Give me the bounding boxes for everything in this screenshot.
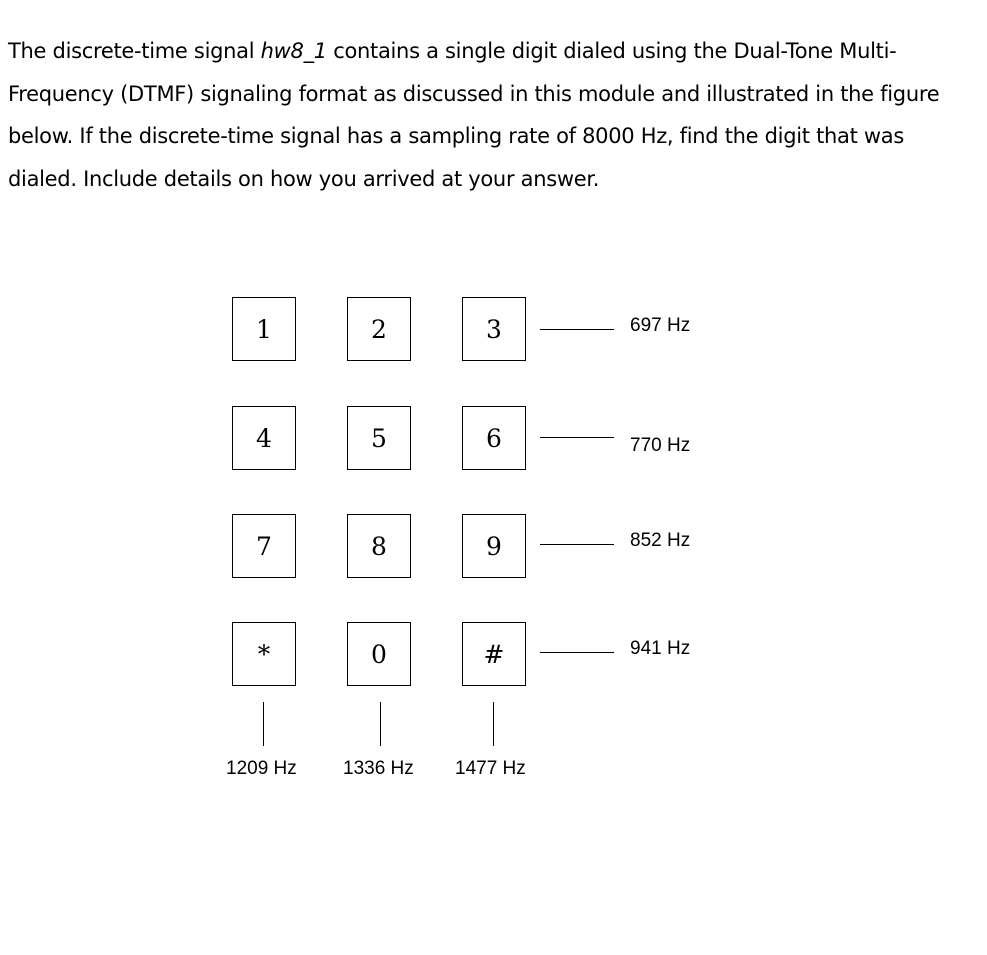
signal-name: hw8_1 — [260, 39, 327, 63]
key-1: 1 — [232, 297, 296, 361]
col-line-1477 — [493, 702, 494, 746]
key-0: 0 — [347, 622, 411, 686]
col-freq-1336: 1336 Hz — [343, 758, 414, 779]
key-9: 9 — [462, 514, 526, 578]
row-freq-697: 697 Hz — [630, 315, 691, 336]
key-hash: # — [462, 622, 526, 686]
key-8: 8 — [347, 514, 411, 578]
key-6: 6 — [462, 406, 526, 470]
key-3: 3 — [462, 297, 526, 361]
key-2: 2 — [347, 297, 411, 361]
key-4: 4 — [232, 406, 296, 470]
question-part-2: contains a single digit dialed using the Dual-Tone Multi-Frequency (DTMF) signaling format as discussed in this module and illustrated in the figure below. If the discrete-time signal has a sampling rate of 8000 Hz, find the digit that was dialed. Include details on how you arrived at your answer. — [8, 39, 940, 191]
row-line-852 — [540, 544, 614, 545]
key-5: 5 — [347, 406, 411, 470]
row-freq-770: 770 Hz — [630, 435, 691, 456]
question-part-1: The discrete-time signal — [8, 39, 261, 63]
row-line-941 — [540, 652, 614, 653]
row-line-770 — [540, 437, 614, 438]
key-star: * — [232, 622, 296, 686]
row-freq-852: 852 Hz — [630, 530, 691, 551]
row-line-697 — [540, 329, 614, 330]
col-line-1336 — [380, 702, 381, 746]
col-line-1209 — [263, 702, 264, 746]
col-freq-1209: 1209 Hz — [226, 758, 297, 779]
col-freq-1477: 1477 Hz — [455, 758, 526, 779]
key-7: 7 — [232, 514, 296, 578]
row-freq-941: 941 Hz — [630, 638, 691, 659]
